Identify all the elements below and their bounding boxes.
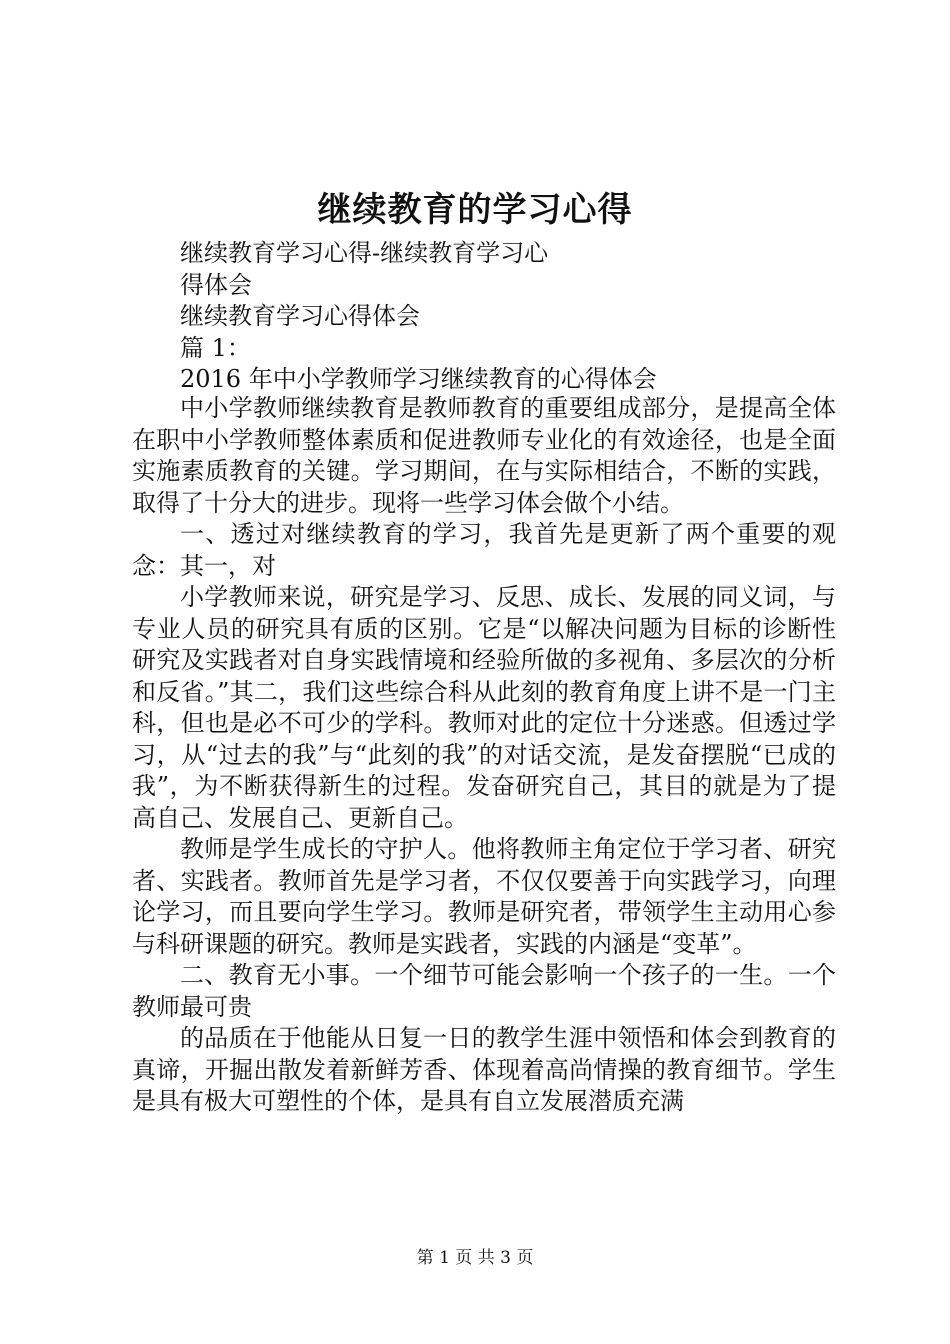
header-line: 篇 1： bbox=[180, 333, 251, 362]
body-paragraph: 二、教育无小事。一个细节可能会影响一个孩子的一生。一个教师最可贵 bbox=[132, 961, 836, 1021]
header-line: 得体会 bbox=[180, 270, 252, 299]
body-paragraph: 中小学教师继续教育是教师教育的重要组成部分，是提高全体在职中小学教师整体素质和促进教师专业化的有效途径，也是全面实施素质教育的关键。学习期间，在与实际相结合，不断的实践，取得了十分大的进步。现将一些学习体会做个小结。 bbox=[132, 394, 836, 517]
header-line: 2016 年中小学教师学习继续教育的心得体会 bbox=[180, 365, 657, 393]
header-line: 继续教育学习心得体会 bbox=[180, 302, 420, 330]
header-line: 继续教育学习心得-继续教育学习心 bbox=[180, 239, 549, 267]
body-paragraph: 小学教师来说，研究是学习、反思、成长、发展的同义词，与专业人员的研究具有质的区别。它是“以解决问题为目标的诊断性研究及实践者对自身实践情境和经验所做的多视角、多层次的分析和反省。”其二，我们这些综合科从此刻的教育角度上讲不是一门主科，但也是必不可少的学科。教师对此的定位十分迷惑。但透过学习，从“过去的我”与“此刻的我”的对话交流，是发奋摆脱“已成的我”，为不断获得新生的过程。发奋研究自己，其目的就是为了提高自己、发展自己、更新自己。 bbox=[132, 583, 836, 832]
document-body bbox=[132, 393, 836, 1118]
body-paragraph: 一、透过对继续教育的学习，我首先是更新了两个重要的观念：其一，对 bbox=[132, 520, 836, 580]
body-paragraph: 教师是学生成长的守护人。他将教师主角定位于学习者、研究者、实践者。教师首先是学习者，不仅仅要善于向实践学习，向理论学习，而且要向学生学习。教师是研究者，带领学生主动用心参与科研课题的研究。教师是实践者，实践的内涵是“变革”。 bbox=[132, 835, 836, 958]
body-paragraph: 的品质在于他能从日复一日的教学生涯中领悟和体会到教育的真谛，开掘出散发着新鲜芳香、体现着高尚情操的教育细节。学生是具有极大可塑性的个体，是具有自立发展潜质充满 bbox=[132, 1024, 836, 1115]
page-footer: 第 1 页 共 3 页 bbox=[416, 1248, 534, 1268]
document-title: 继续教育的学习心得 bbox=[317, 190, 633, 230]
document-header-block bbox=[180, 238, 700, 396]
